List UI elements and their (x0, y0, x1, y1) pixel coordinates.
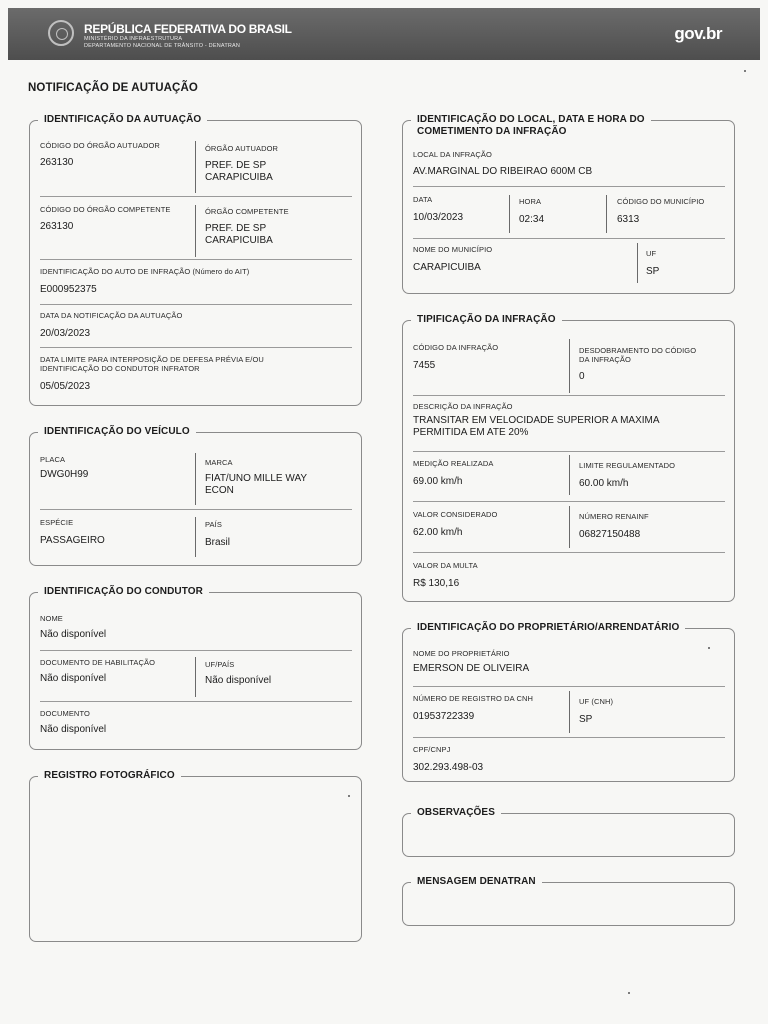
field-uf-pais: UF/PAÍS Não disponível (205, 660, 272, 686)
section-local-title: IDENTIFICAÇÃO DO LOCAL, DATA E HORA DO COMETIMENTO DA INFRAÇÃO (411, 114, 651, 138)
coat-of-arms-icon (48, 20, 74, 46)
divider (195, 205, 196, 257)
field-data-notificacao: DATA DA NOTIFICAÇÃO DA AUTUAÇÃO 20/03/2023 (40, 311, 183, 339)
divider (40, 701, 352, 702)
field-valor-considerado: VALOR CONSIDERADO 62.00 km/h (413, 510, 498, 538)
document-title: NOTIFICAÇÃO DE AUTUAÇÃO (28, 82, 198, 94)
field-nome-condutor: NOME Não disponível (40, 614, 107, 640)
divider (413, 552, 725, 553)
divider (413, 737, 725, 738)
section-observacoes (402, 807, 735, 857)
section-observacoes-title: OBSERVAÇÕES (411, 807, 501, 819)
field-pais: PAÍS Brasil (205, 520, 231, 548)
section-tipificacao-title: TIPIFICAÇÃO DA INFRAÇÃO (411, 314, 562, 326)
departamento-label: DEPARTAMENTO NACIONAL DE TRÂNSITO - DENATRAN (84, 43, 241, 49)
section-autuacao (29, 114, 362, 406)
field-uf: UF SP (646, 249, 660, 277)
scan-speck (628, 992, 630, 994)
section-mensagem-title: MENSAGEM DENATRAN (411, 876, 542, 888)
field-cpf: CPF/CNPJ 302.293.498-03 (413, 745, 484, 773)
divider (40, 259, 352, 260)
field-placa: PLACA DWG0H99 (40, 455, 89, 480)
field-especie: ESPÉCIE PASSAGEIRO (40, 518, 105, 546)
divider (509, 195, 510, 233)
divider (413, 501, 725, 502)
scan-speck (348, 795, 350, 797)
field-orgao-autuador: ÓRGÃO AUTUADOR PREF. DE SP CARAPICUIBA (205, 144, 279, 183)
section-registro-title: REGISTRO FOTOGRÁFICO (38, 770, 181, 782)
field-documento: DOCUMENTO Não disponível (40, 709, 107, 735)
header-banner (8, 8, 760, 60)
divider (40, 509, 352, 510)
divider (569, 455, 570, 495)
section-registro-fotografico (29, 770, 362, 942)
ministerio-label: MINISTÉRIO DA INFRAESTRUTURA (84, 36, 183, 42)
field-ait: IDENTIFICAÇÃO DO AUTO DE INFRAÇÃO (Número do AIT) E000952375 (40, 267, 250, 295)
field-nome-municipio: NOME DO MUNICÍPIO CARAPICUIBA (413, 245, 493, 273)
section-autuacao-title: IDENTIFICAÇÃO DA AUTUAÇÃO (38, 114, 207, 126)
scan-speck (708, 647, 710, 649)
field-medicao: MEDIÇÃO REALIZADA 69.00 km/h (413, 459, 494, 487)
gov-br-logo: gov.br (674, 24, 722, 43)
section-mensagem-denatran (402, 876, 735, 926)
republica-title: REPÚBLICA FEDERATIVA DO BRASIL (84, 22, 292, 36)
divider (637, 243, 638, 283)
divider (195, 657, 196, 697)
divider (40, 304, 352, 305)
divider (195, 141, 196, 193)
divider (413, 451, 725, 452)
section-veiculo-title: IDENTIFICAÇÃO DO VEÍCULO (38, 426, 196, 438)
divider (569, 339, 570, 393)
divider (413, 186, 725, 187)
field-habilitacao: DOCUMENTO DE HABILITAÇÃO Não disponível (40, 658, 156, 684)
section-condutor (29, 586, 362, 750)
scan-speck (744, 70, 746, 72)
field-uf-cnh: UF (CNH) SP (579, 697, 614, 725)
field-codigo-orgao-autuador: CÓDIGO DO ÓRGÃO AUTUADOR 263130 (40, 141, 160, 168)
divider (569, 506, 570, 548)
divider (195, 517, 196, 557)
section-proprietario (402, 622, 735, 782)
field-descricao: DESCRIÇÃO DA INFRAÇÃO TRANSITAR EM VELOCIDADE SUPERIOR A MAXIMA PERMITIDA EM ATE 20% (413, 402, 660, 438)
field-limite: LIMITE REGULAMENTADO 60.00 km/h (579, 461, 676, 489)
divider (606, 195, 607, 233)
field-local-infracao: LOCAL DA INFRAÇÃO AV.MARGINAL DO RIBEIRAO 600M CB (413, 150, 593, 177)
section-tipificacao (402, 314, 735, 602)
field-codigo-orgao-competente: CÓDIGO DO ÓRGÃO COMPETENTE 263130 (40, 205, 171, 232)
field-valor-multa: VALOR DA MULTA R$ 130,16 (413, 561, 478, 589)
field-desdobramento: DESDOBRAMENTO DO CÓDIGO DA INFRAÇÃO 0 (579, 346, 697, 382)
divider (40, 196, 352, 197)
divider (413, 395, 725, 396)
section-veiculo (29, 426, 362, 566)
field-renainf: NÚMERO RENAINF 06827150488 (579, 512, 649, 540)
divider (413, 686, 725, 687)
section-local (402, 114, 735, 294)
field-orgao-competente: ÓRGÃO COMPETENTE PREF. DE SP CARAPICUIBA (205, 207, 289, 246)
field-data-limite: DATA LIMITE PARA INTERPOSIÇÃO DE DEFESA PRÉVIA E/OU IDENTIFICAÇÃO DO CONDUTOR INFRATOR 05/05/2023 (40, 355, 264, 392)
divider (569, 691, 570, 733)
field-cnh: NÚMERO DE REGISTRO DA CNH 01953722339 (413, 694, 534, 722)
divider (195, 453, 196, 505)
section-condutor-title: IDENTIFICAÇÃO DO CONDUTOR (38, 586, 209, 598)
field-nome-proprietario: NOME DO PROPRIETÁRIO EMERSON DE OLIVEIRA (413, 649, 530, 674)
section-proprietario-title: IDENTIFICAÇÃO DO PROPRIETÁRIO/ARRENDATÁRIO (411, 622, 685, 634)
field-codigo-infracao: CÓDIGO DA INFRAÇÃO 7455 (413, 343, 499, 371)
field-marca: MARCA FIAT/UNO MILLE WAY ECON (205, 458, 308, 496)
divider (413, 238, 725, 239)
divider (40, 347, 352, 348)
field-hora: HORA 02:34 (519, 197, 545, 225)
divider (40, 650, 352, 651)
field-data: DATA 10/03/2023 (413, 195, 464, 223)
field-codigo-municipio: CÓDIGO DO MUNICÍPIO 6313 (617, 197, 705, 225)
